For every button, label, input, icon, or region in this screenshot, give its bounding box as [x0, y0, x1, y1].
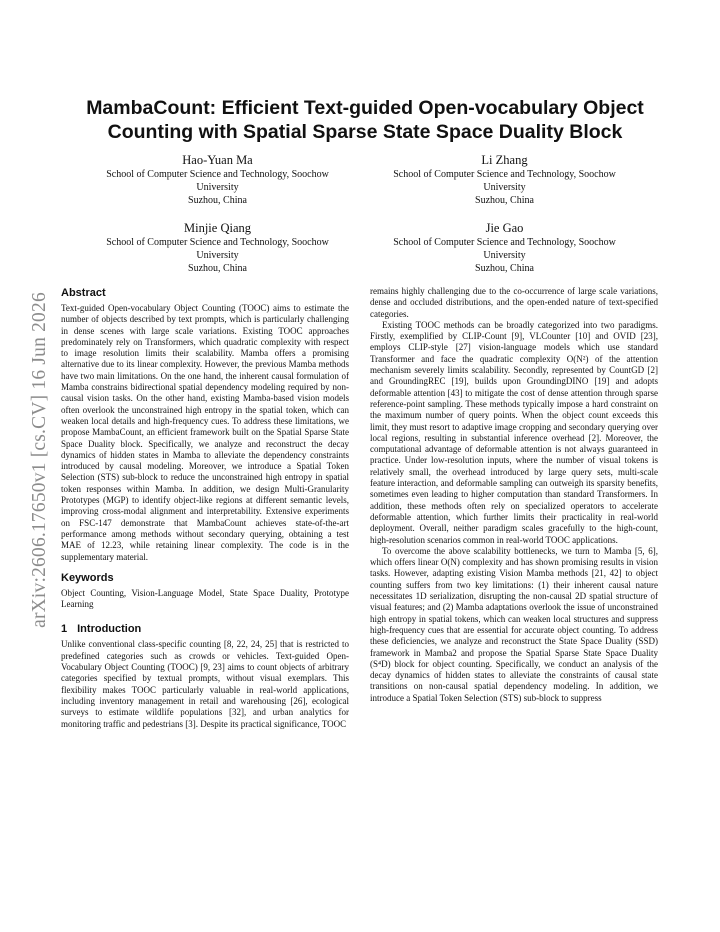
author-location: Suzhou, China: [188, 195, 247, 206]
arxiv-identifier-text: arXiv:2606.17650v1 [cs.CV] 16 Jun 2026: [29, 292, 51, 628]
author-location: Suzhou, China: [475, 263, 534, 274]
author-block-2: [362, 152, 647, 207]
introduction-text: Unlike conventional class-specific counting [8, 22, 24, 25] that is restricted to predefined categories such as crowds or vehicles. Text-guided Open-Vocabulary Object Counting (TOOC) [9, 23] aims to count objects of arbitrary categories specified by textual prompts, without visual exemplars. This flexibility makes TOOC particularly valuable in real-world applications, including inventory management in retail and warehousing [26], ecological surveys to estimate wildlife populations [32], and urban analytics for monitoring traffic and pedestrians [3]. Despite its practical significance, TOOC: [61, 639, 349, 729]
author-affiliation: School of Computer Science and Technology, Soochow: [106, 237, 329, 248]
abstract-heading: Abstract: [61, 287, 106, 299]
body-paragraph: remains highly challenging due to the co-occurrence of large scale variations, dense and occluded distributions, and the open-ended nature of text-specified categories.: [370, 286, 658, 319]
author-affiliation: University: [483, 250, 526, 261]
left-column: [61, 286, 349, 730]
author-affiliation: University: [196, 250, 239, 261]
paper-title-line-1: MambaCount: Efficient Text-guided Open-vocabulary Object: [86, 97, 644, 119]
author-block-4: [362, 220, 647, 275]
body-paragraph: Existing TOOC methods can be broadly categorized into two paradigms. Firstly, exemplified by CLIP-Count [9], VLCounter [10] and OVID [23], employs CLIP-style [27] vision-language models which use standard Transformer and face the quadratic complexity O(N²) of the attention mechanism severely limits scalability. Secondly, represented by CountGD [2] and GroundingREC [19], builds upon GroundingDINO [19] and adopts deformable attention [43] to mitigate the cost of dense attention through sparse reference-point sampling. These methods typically impose a hard constraint on the maximum number of query points. When the object count exceeds this limit, they must resort to adaptive image cropping and secondary querying over local regions, resulting in substantial inference overhead [2]. Moreover, the computational advantage of deformable attention is not always guaranteed in practice. Under low-resolution inputs, where the number of visual tokens is relatively small, the overhead introduced by large query sets, multi-scale feature interaction, and deformable sampling can outweigh its sparsity benefits, sometimes even leading to higher computation than standard Transformers. In addition, these methods often rely on specialized operators to accelerate deformable attention, which further limits their practicality in real-world deployment. Overall, neither paradigm scales gracefully to the high-count, high-resolution scenarios common in real-world TOOC applications.: [370, 319, 658, 545]
section-number: 1: [61, 623, 68, 636]
paper-title: [70, 96, 660, 144]
author-affiliation: School of Computer Science and Technology, Soochow: [106, 169, 329, 180]
author-name: Jie Gao: [485, 221, 524, 235]
author-name: Minjie Qiang: [183, 221, 251, 235]
right-column: [370, 286, 658, 704]
introduction-heading: [61, 622, 349, 636]
section-title: Introduction: [77, 623, 142, 636]
author-affiliation: School of Computer Science and Technology, Soochow: [393, 169, 616, 180]
author-block-1: [75, 152, 360, 207]
author-name: Li Zhang: [481, 153, 528, 167]
author-affiliation: University: [196, 182, 239, 193]
arxiv-identifier: [16, 260, 64, 660]
author-block-3: [75, 220, 360, 275]
author-name: Hao-Yuan Ma: [182, 153, 253, 167]
paper-title-line-2: Counting with Spatial Sparse State Space Duality Block: [107, 121, 623, 143]
author-affiliation: University: [483, 182, 526, 193]
keywords-text: Object Counting, Vision-Language Model, State Space Duality, Prototype Learning: [61, 587, 349, 610]
author-location: Suzhou, China: [188, 263, 247, 274]
keywords-heading: Keywords: [61, 571, 114, 584]
body-paragraph: To overcome the above scalability bottlenecks, we turn to Mamba [5, 6], which offers linear O(N) complexity and has shown promising results in vision tasks. However, adapting existing Vision Mamba methods [21, 42] to object counting suffers from two key limitations: (1) their inherent causal nature necessitates 1D serialization, disrupting the non-causal 2D spatial structure of visual features; and (2) Mamba adaptations overlook the issue of unconstrained high entropy in spatial tokens, which can weaken local structures and suppress high-frequency cues that are essential for accurate object counting. To address these deficiencies, we analyze and reconstruct the State Space Duality (SSD) framework in Mamba2 and propose the Spatial Sparse State Space Duality (S⁴D) block for object counting. Specifically, we conduct an analysis of the decay dynamics of hidden states to alleviate the constraints of causal state transitions on non-causal spatial dependency modeling. In addition, we introduce a Spatial Token Selection (STS) sub-block to suppress: [370, 545, 658, 703]
author-affiliation: School of Computer Science and Technology, Soochow: [393, 237, 616, 248]
abstract-text: Text-guided Open-vocabulary Object Counting (TOOC) aims to estimate the number of objects described by text prompts, which is particularly challenging in dense scenes with large scale variations. Existing TOOC approaches predominately rely on Transformers, which quadratic complexity with respect to image resolution limits their scalability. Mamba offers a promising alternative due to its linear complexity. However, the previous Mamba methods have two main limitations. On the one hand, the inherent causal formulation of Mamba constrains bidirectional spatial dependency modeling required by non-causal vision tasks. On the other hand, existing Mamba-based vision models often overlook the unconstrained high entropy in the spatial token, which can weaken local details and high-frequency cues. To address these limitations, we propose MambaCount, an efficient framework built on the Spatial Sparse State Space Duality block. Specifically, we analyze and reconstruct the decay dynamics of hidden states in Mamba to alleviate the dependency constraints introduced by causal modeling. Moreover, we introduce a Spatial Token Selection (STS) sub-block to reduce the unconstrained high entropy in spatial token responses within Mamba. In addition, we design Multi-Granularity Prototypes (MGP) to identify object-like regions at different semantic levels, improving cross-modal alignment and interpretability. Extensive experiments on FSC-147 demonstrate that MambaCount achieves state-of-the-art performance among methods without secondary querying, obtaining a test MAE of 12.23, while retaining linear complexity. The code is in the supplementary material.: [61, 303, 349, 562]
author-location: Suzhou, China: [475, 195, 534, 206]
